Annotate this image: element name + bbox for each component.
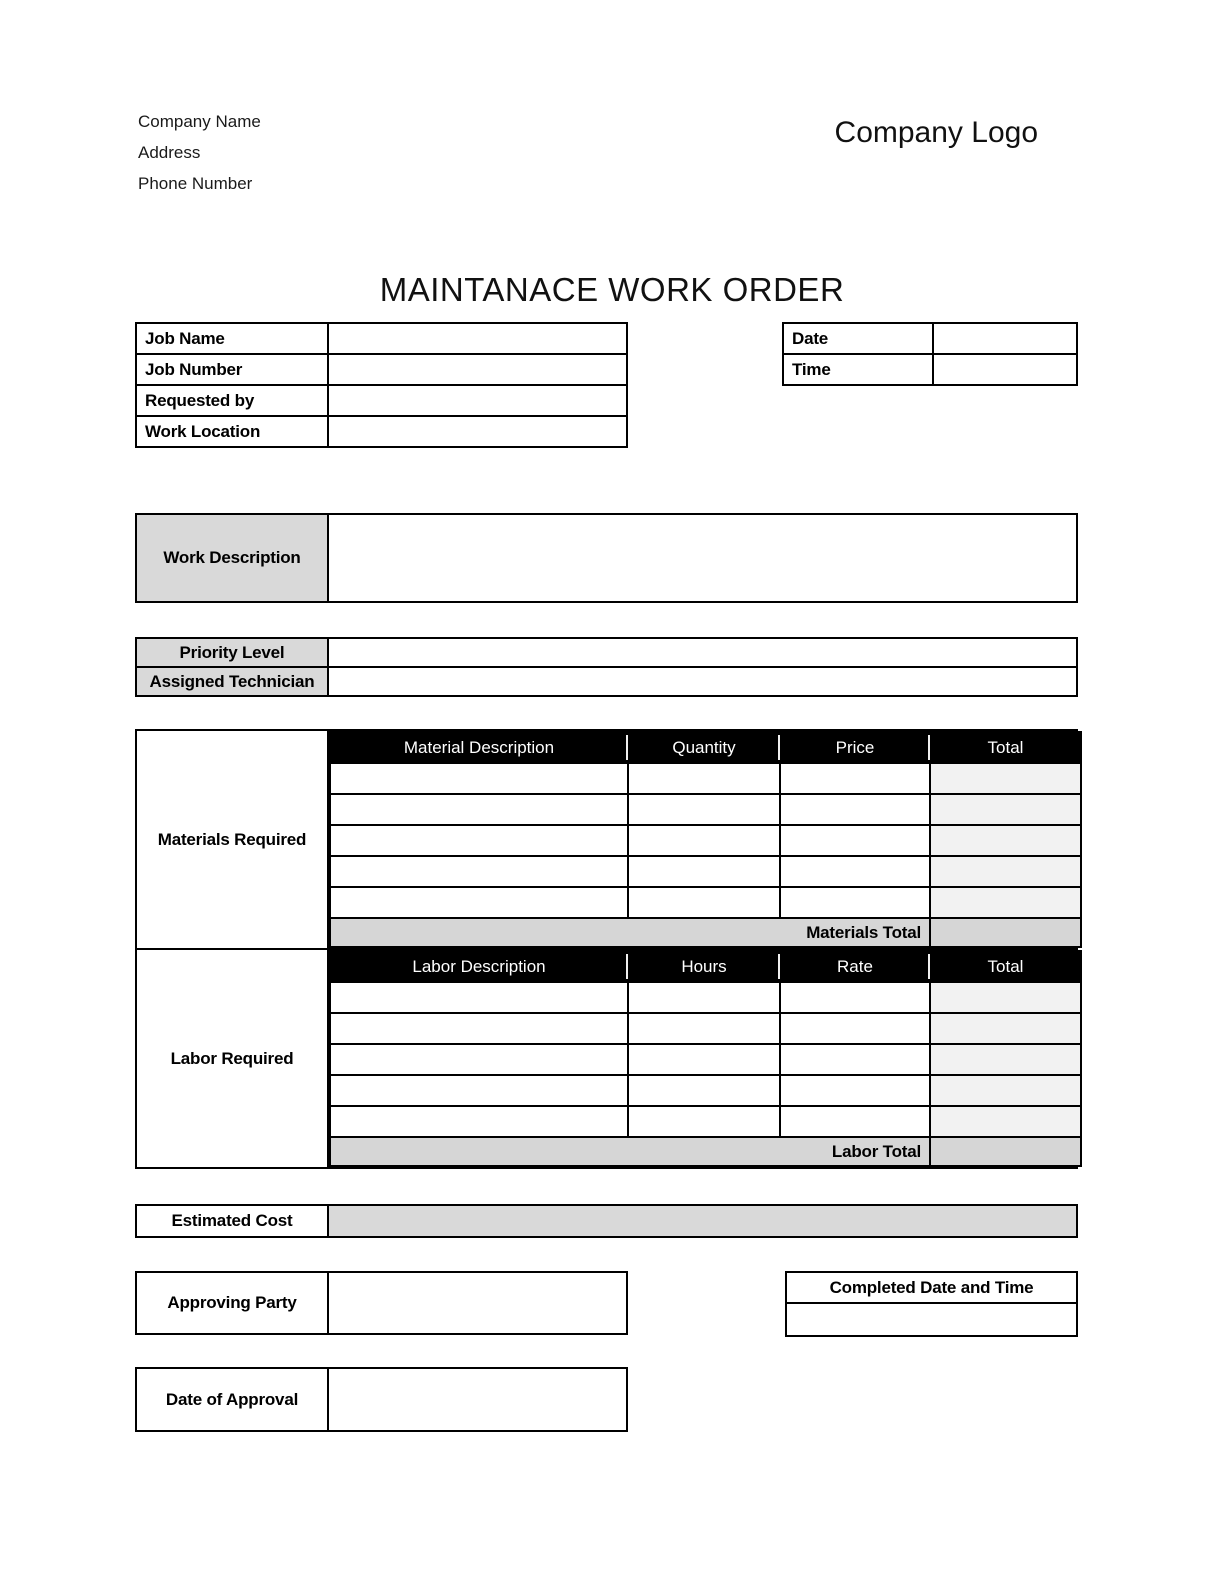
- material-total-cell[interactable]: [930, 794, 1081, 825]
- labor-total-field[interactable]: [930, 1137, 1081, 1166]
- priority-level-label: Priority Level: [136, 638, 328, 667]
- labor-desc-cell[interactable]: [330, 1106, 628, 1137]
- work-location-label: Work Location: [136, 416, 328, 447]
- material-desc-cell[interactable]: [330, 825, 628, 856]
- company-info-block: [138, 106, 261, 199]
- date-of-approval-box: [135, 1367, 628, 1432]
- work-description-section: [135, 513, 1078, 603]
- labor-empty-row: [330, 1075, 1081, 1106]
- completed-date-time-field[interactable]: [787, 1304, 1076, 1335]
- requested-by-label: Requested by: [136, 385, 328, 416]
- time-field[interactable]: [933, 354, 1077, 385]
- materials-table: [329, 731, 1082, 948]
- job-name-label: Job Name: [136, 323, 328, 354]
- material-col3-cell[interactable]: [780, 887, 930, 918]
- completed-date-time-box: [785, 1271, 1078, 1337]
- labor-total-section: [330, 1137, 1081, 1166]
- quantity-column-header: Quantity: [628, 732, 780, 763]
- requested-by-field[interactable]: [328, 385, 627, 416]
- job-name-field[interactable]: [328, 323, 627, 354]
- labor-required-label: Labor Required: [137, 950, 329, 1167]
- assigned-technician-label: Assigned Technician: [136, 667, 328, 696]
- estimated-cost-label: Estimated Cost: [137, 1206, 329, 1236]
- labor-table-header: [330, 951, 1081, 982]
- labor-empty-row: [330, 1013, 1081, 1044]
- labor-col3-cell[interactable]: [780, 1075, 930, 1106]
- price-column-header: Price: [780, 732, 930, 763]
- table-row: [136, 667, 1077, 696]
- labor-col2-cell[interactable]: [628, 1106, 780, 1137]
- date-of-approval-field[interactable]: [329, 1369, 626, 1430]
- material-col3-cell[interactable]: [780, 763, 930, 794]
- date-label: Date: [783, 323, 933, 354]
- labor-total-row: [330, 1137, 1081, 1166]
- labor-desc-cell[interactable]: [330, 1044, 628, 1075]
- estimated-cost-section: [135, 1204, 1078, 1238]
- hours-column-header: Hours: [628, 951, 780, 982]
- form-title: MAINTANACE WORK ORDER: [379, 271, 845, 308]
- approving-party-label: Approving Party: [137, 1273, 329, 1333]
- table-row: [136, 323, 627, 354]
- company-phone-text: Phone Number: [138, 174, 253, 193]
- material-empty-row: [330, 887, 1081, 918]
- material-col3-cell[interactable]: [780, 825, 930, 856]
- estimated-cost-field[interactable]: [329, 1206, 1076, 1236]
- material-total-cell[interactable]: [930, 887, 1081, 918]
- materials-total-label: Materials Total: [330, 918, 930, 947]
- material-col2-cell[interactable]: [628, 856, 780, 887]
- material-empty-row: [330, 825, 1081, 856]
- table-row: [136, 385, 627, 416]
- assigned-technician-field[interactable]: [328, 667, 1077, 696]
- material-total-cell[interactable]: [930, 825, 1081, 856]
- material-col3-cell[interactable]: [780, 856, 930, 887]
- labor-section: [135, 948, 1078, 1169]
- date-time-table: [782, 322, 1078, 386]
- materials-table-header: [330, 732, 1081, 763]
- materials-total-row: [330, 918, 1081, 947]
- material-col2-cell[interactable]: [628, 825, 780, 856]
- labor-total-cell[interactable]: [930, 1013, 1081, 1044]
- materials-required-label: Materials Required: [137, 731, 329, 948]
- materials-total-section: [330, 918, 1081, 947]
- labor-col2-cell[interactable]: [628, 1075, 780, 1106]
- labor-col2-cell[interactable]: [628, 1013, 780, 1044]
- material-col2-cell[interactable]: [628, 887, 780, 918]
- labor-total-cell[interactable]: [930, 1044, 1081, 1075]
- header-row: [330, 951, 1081, 982]
- labor-desc-cell[interactable]: [330, 982, 628, 1013]
- total-column-header: Total: [930, 732, 1081, 763]
- material-total-cell[interactable]: [930, 856, 1081, 887]
- date-field[interactable]: [933, 323, 1077, 354]
- material-col3-cell[interactable]: [780, 794, 930, 825]
- total-column-header: Total: [930, 951, 1081, 982]
- labor-empty-row: [330, 982, 1081, 1013]
- job-number-field[interactable]: [328, 354, 627, 385]
- date-of-approval-label: Date of Approval: [137, 1369, 329, 1430]
- work-location-field[interactable]: [328, 416, 627, 447]
- material-description-column-header: Material Description: [330, 732, 628, 763]
- labor-col3-cell[interactable]: [780, 1106, 930, 1137]
- labor-empty-row: [330, 1044, 1081, 1075]
- table-row: [136, 354, 627, 385]
- table-row: [783, 354, 1077, 385]
- assignment-table: [135, 637, 1078, 697]
- page-header: [0, 0, 1224, 199]
- labor-empty-row: [330, 1106, 1081, 1137]
- priority-level-field[interactable]: [328, 638, 1077, 667]
- labor-desc-cell[interactable]: [330, 1013, 628, 1044]
- labor-total-label: Labor Total: [330, 1137, 930, 1166]
- material-desc-cell[interactable]: [330, 763, 628, 794]
- material-total-cell[interactable]: [930, 763, 1081, 794]
- company-address-text: Address: [138, 143, 201, 162]
- material-col2-cell[interactable]: [628, 794, 780, 825]
- labor-table: [329, 950, 1082, 1167]
- completed-date-time-label: Completed Date and Time: [787, 1273, 1076, 1304]
- labor-col2-cell[interactable]: [628, 982, 780, 1013]
- labor-table-body: [330, 982, 1081, 1137]
- job-and-date-section: [135, 322, 1078, 448]
- labor-total-cell[interactable]: [930, 1075, 1081, 1106]
- job-number-label: Job Number: [136, 354, 328, 385]
- labor-desc-cell[interactable]: [330, 1075, 628, 1106]
- approval-section: [135, 1271, 1078, 1337]
- labor-description-column-header: Labor Description: [330, 951, 628, 982]
- materials-table-body: [330, 763, 1081, 918]
- material-desc-cell[interactable]: [330, 794, 628, 825]
- work-description-field[interactable]: [329, 515, 1076, 601]
- labor-total-cell[interactable]: [930, 982, 1081, 1013]
- job-info-table: [135, 322, 628, 448]
- approving-party-field[interactable]: [329, 1273, 626, 1333]
- rate-column-header: Rate: [780, 951, 930, 982]
- material-col2-cell[interactable]: [628, 763, 780, 794]
- material-desc-cell[interactable]: [330, 887, 628, 918]
- header-row: [330, 732, 1081, 763]
- table-row: [783, 323, 1077, 354]
- materials-section: [135, 729, 1078, 950]
- material-desc-cell[interactable]: [330, 856, 628, 887]
- company-name-text: Company Name: [138, 112, 261, 131]
- approving-party-box: [135, 1271, 628, 1335]
- company-logo-placeholder: Company Logo: [834, 116, 1038, 149]
- material-empty-row: [330, 763, 1081, 794]
- labor-col3-cell[interactable]: [780, 982, 930, 1013]
- labor-col3-cell[interactable]: [780, 1044, 930, 1075]
- labor-col3-cell[interactable]: [780, 1013, 930, 1044]
- table-row: [136, 638, 1077, 667]
- work-description-label: Work Description: [137, 515, 329, 601]
- labor-total-cell[interactable]: [930, 1106, 1081, 1137]
- labor-col2-cell[interactable]: [628, 1044, 780, 1075]
- material-empty-row: [330, 856, 1081, 887]
- time-label: Time: [783, 354, 933, 385]
- table-row: [136, 416, 627, 447]
- materials-total-field[interactable]: [930, 918, 1081, 947]
- material-empty-row: [330, 794, 1081, 825]
